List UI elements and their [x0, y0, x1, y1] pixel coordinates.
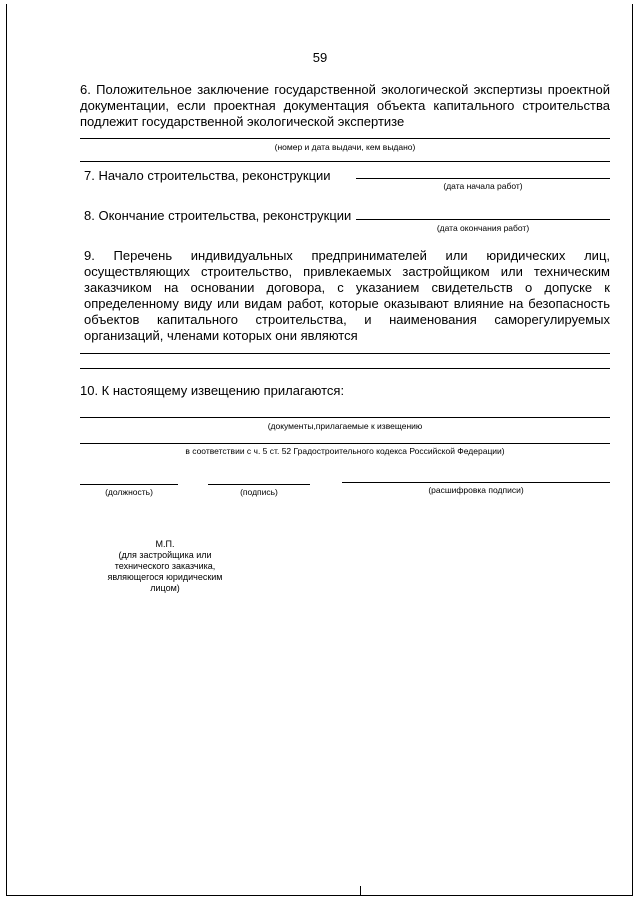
decoding-line: [342, 482, 610, 483]
item-10-label: 10. К настоящему извещению прилагаются:: [80, 383, 345, 398]
item-9-text: 9. Перечень индивидуальных предпринимателей или юридических лиц, осуществляющих строительство, привлекаемых застройщиком или техническим заказчиком на основании договора, с указанием свидетельств о допуске к определенному виду или видам работ, которые оказывают влияние на безопасность объектов капитального строительства, и наименования саморегулируемых организаций, членами которых они являются: [84, 248, 610, 343]
stamp-mp: М.П.: [155, 539, 175, 549]
signature-caption: (подпись): [240, 487, 278, 497]
item-8-caption: (дата окончания работ): [436, 223, 530, 233]
signature-line: [208, 484, 310, 485]
item-10-caption-1: (документы,прилагаемые к извещению: [267, 421, 423, 431]
item-7-caption: (дата начала работ): [443, 181, 523, 191]
item-10-caption-2: в соответствии с ч. 5 ст. 52 Градостроительного кодекса Российской Федерации): [185, 446, 505, 456]
decoding-caption: (расшифровка подписи): [428, 485, 524, 495]
item-6-caption: (номер и дата выдачи, кем выдано): [274, 142, 416, 152]
item-8-line[interactable]: [356, 219, 610, 220]
stamp-note: (для застройщика или технического заказчика, являющегося юридическим лицом): [107, 550, 223, 593]
item-8-label: 8. Окончание строительства, реконструкции: [84, 208, 352, 223]
item-7-line[interactable]: [356, 178, 610, 179]
page-number: 59: [312, 50, 328, 65]
item-10-line-1: [80, 417, 610, 418]
item-9-line-2: [80, 368, 610, 369]
item-6-line-2: [80, 161, 610, 162]
page-border-bottom: [6, 895, 633, 896]
page-border-left: [6, 4, 7, 896]
position-caption: (должность): [105, 487, 153, 497]
page-border-right: [632, 4, 633, 896]
position-line: [80, 484, 178, 485]
page-tick: [360, 886, 361, 896]
item-7-label: 7. Начало строительства, реконструкции: [84, 168, 331, 183]
item-10-line-2: [80, 443, 610, 444]
item-6-text: 6. Положительное заключение государственной экологической экспертизы проектной документации, если проектная документация объекта капитального строительства подлежит государственной экологической экспертизе: [80, 82, 610, 129]
item-9-line-1: [80, 353, 610, 354]
item-6-line-1: [80, 138, 610, 139]
